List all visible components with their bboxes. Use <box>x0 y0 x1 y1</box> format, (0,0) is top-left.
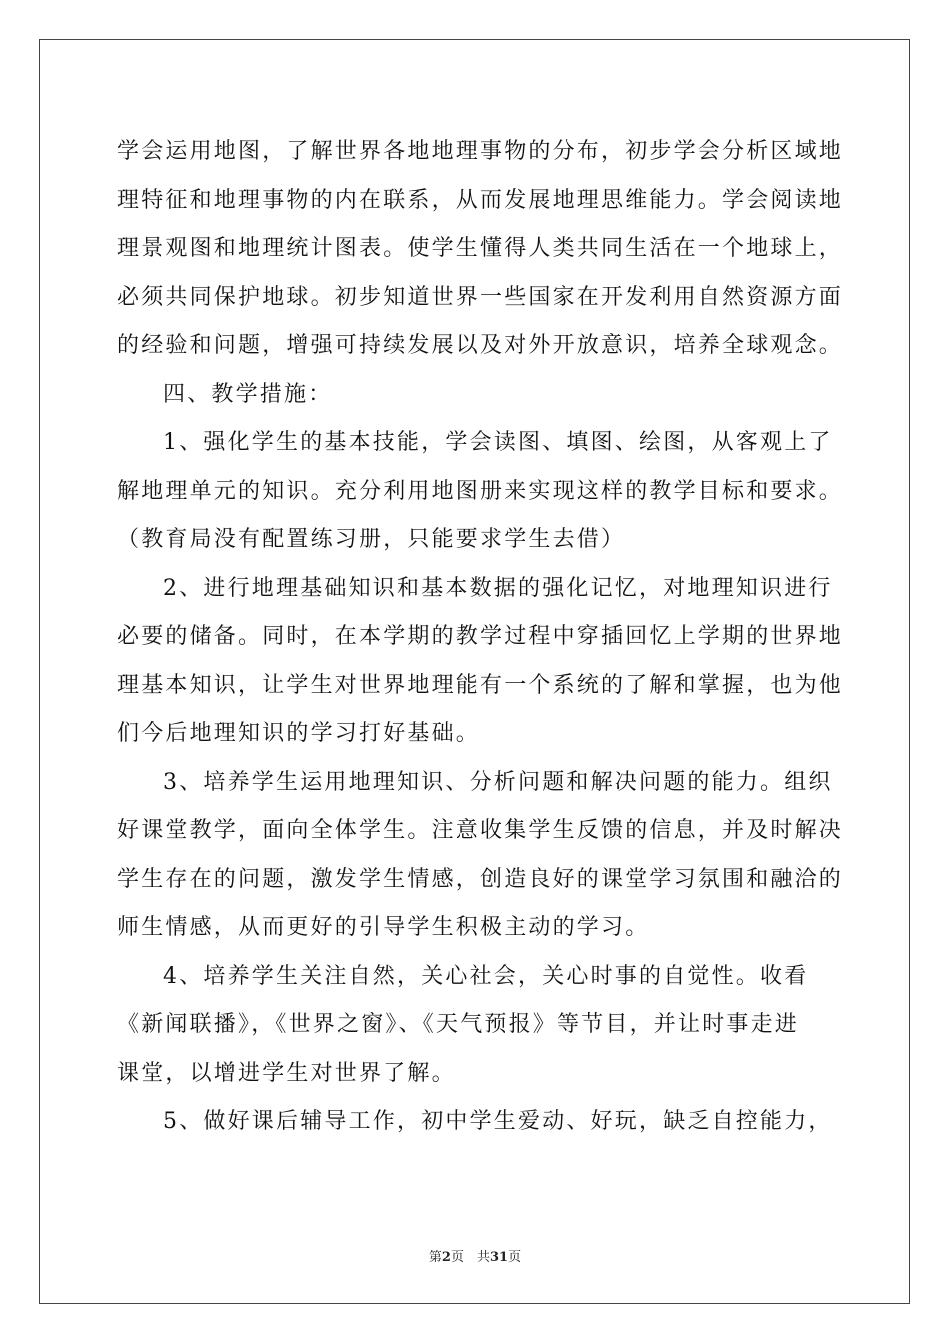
text-line: 课堂，以增进学生对世界了解。 <box>117 1060 456 1086</box>
text-line: 必须共同保护地球。初步知道世界一些国家在开发利用自然资源方面 <box>117 284 844 310</box>
footer-suffix: 页 <box>508 1250 522 1265</box>
text-line: 学会运用地图，了解世界各地地理事物的分布，初步学会分析区域地 <box>117 139 844 164</box>
text-line: 1、强化学生的基本技能，学会读图、填图、绘图，从客观上了 <box>163 430 833 455</box>
text-line: 师生情感，从而更好的引导学生积极主动的学习。 <box>117 915 650 940</box>
text-line: 理特征和地理事物的内在联系，从而发展地理思维能力。学会阅读地 <box>117 187 844 213</box>
text-line: 4、培养学生关注自然，关心社会，关心时事的自觉性。收看 <box>163 963 809 989</box>
text-line: 3、培养学生运用地理知识、分析问题和解决问题的能力。组织 <box>163 769 833 795</box>
text-line: 好课堂教学，面向全体学生。注意收集学生反馈的信息，并及时解决 <box>117 818 844 843</box>
text-line: 5、做好课后辅导工作，初中学生爱动、好玩，缺乏自控能力， <box>163 1109 833 1134</box>
text-line: （教育局没有配置练习册，只能要求学生去借） <box>117 527 626 552</box>
total-pages-number: 31 <box>489 1250 509 1265</box>
text-line: 2、进行地理基础知识和基本数据的强化记忆，对地理知识进行 <box>163 575 833 601</box>
text-line: 们今后地理知识的学习打好基础。 <box>117 721 481 746</box>
document-body <box>117 128 844 1147</box>
text-line: 《新闻联播》，《世界之窗》、《天气预报》等节目，并让时事走进 <box>117 1012 800 1037</box>
text-line: 必要的储备。同时，在本学期的教学过程中穿插回忆上学期的世界地 <box>117 624 844 649</box>
text-line: 的经验和问题，增强可持续发展以及对外开放意识，培养全球观念。 <box>117 333 844 358</box>
text-line: 学生存在的问题，激发学生情感，创造良好的课堂学习氛围和融洽的 <box>117 866 844 892</box>
current-page-number: 2 <box>441 1250 451 1265</box>
text-line: 理景观图和地理统计图表。使学生懂得人类共同生活在一个地球上， <box>117 236 844 261</box>
footer-prefix: 第 <box>428 1250 442 1265</box>
text-line: 解地理单元的知识。充分利用地图册来实现这样的教学目标和要求。 <box>117 478 844 504</box>
footer-mid: 页 共 <box>450 1250 490 1265</box>
section-heading: 四、教学措施： <box>163 381 333 407</box>
text-line: 理基本知识，让学生对世界地理能有一个系统的了解和掌握，也为他 <box>117 672 844 698</box>
page-footer <box>0 1246 950 1265</box>
